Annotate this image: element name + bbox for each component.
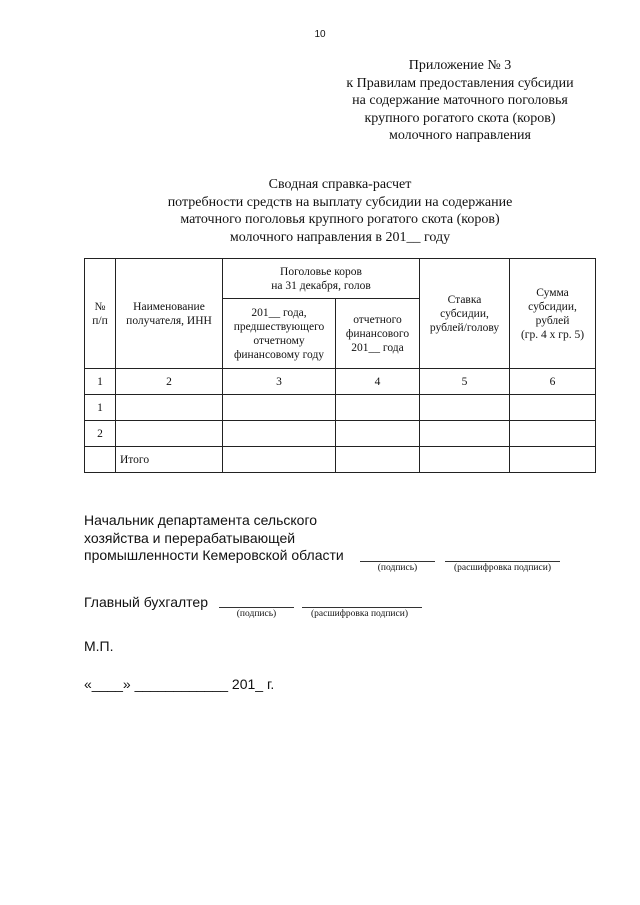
accountant-signature-line bbox=[219, 607, 294, 608]
head-title-line: хозяйства и перерабатывающей bbox=[84, 529, 296, 546]
header-text: отчетному bbox=[253, 334, 305, 347]
row-number bbox=[85, 447, 116, 473]
accountant-decoding-line bbox=[302, 607, 422, 608]
column-number: 5 bbox=[420, 369, 510, 395]
header-previous-year bbox=[223, 299, 336, 369]
column-number: 4 bbox=[336, 369, 420, 395]
head-signature-block bbox=[84, 512, 344, 565]
cell-sum bbox=[510, 395, 596, 421]
column-number: 1 bbox=[85, 369, 116, 395]
title-line: потребности средств на выплату субсидии на содержание bbox=[167, 194, 513, 210]
cell-rate bbox=[420, 447, 510, 473]
header-reporting-year bbox=[336, 299, 420, 369]
cell-sum bbox=[510, 447, 596, 473]
column-number: 6 bbox=[510, 369, 596, 395]
head-title-line: Начальник департамента сельского bbox=[84, 512, 318, 528]
table-row bbox=[85, 421, 596, 447]
header-text: получателя, ИНН bbox=[126, 314, 212, 327]
column-number: 2 bbox=[116, 369, 223, 395]
header-text: 201__ года, bbox=[251, 306, 307, 319]
date-line: «____» ____________ 201_ г. bbox=[84, 676, 275, 692]
header-text: рублей bbox=[535, 314, 570, 327]
header-text: (гр. 4 х гр. 5) bbox=[520, 328, 585, 341]
header-text: предшествующего bbox=[233, 320, 325, 333]
head-decoding-line bbox=[445, 561, 560, 562]
column-number-row bbox=[85, 369, 596, 395]
row-number: 2 bbox=[85, 421, 116, 447]
total-label: Итого bbox=[116, 447, 223, 473]
header-recipient bbox=[116, 259, 223, 369]
header-text: № bbox=[94, 300, 106, 313]
signature-hint: (подпись) bbox=[377, 563, 418, 573]
appendix-line: Приложение № 3 bbox=[408, 58, 512, 73]
cell-recipient bbox=[116, 395, 223, 421]
cell-previous-year bbox=[223, 447, 336, 473]
header-text: отчетного bbox=[353, 313, 402, 326]
header-text: субсидии, bbox=[440, 307, 489, 320]
appendix-line: на содержание маточного поголовья bbox=[352, 93, 568, 108]
appendix-line: молочного направления bbox=[388, 128, 531, 143]
signature-hint: (подпись) bbox=[236, 609, 277, 619]
decoding-hint: (расшифровка подписи) bbox=[311, 609, 408, 619]
header-text: Сумма bbox=[536, 286, 569, 299]
head-signature-line bbox=[360, 561, 435, 562]
document-title bbox=[90, 176, 590, 246]
header-sum bbox=[510, 259, 596, 369]
cell-previous-year bbox=[223, 421, 336, 447]
appendix-line: крупного рогатого скота (коров) bbox=[364, 110, 556, 126]
header-text: на 31 декабря, голов bbox=[271, 279, 371, 292]
cell-reporting-year bbox=[336, 421, 420, 447]
header-text: Поголовье коров bbox=[280, 265, 362, 278]
column-number: 3 bbox=[223, 369, 336, 395]
title-line: Сводная справка-расчет bbox=[268, 177, 412, 192]
summary-table bbox=[84, 258, 596, 473]
cell-rate bbox=[420, 421, 510, 447]
header-row bbox=[85, 259, 596, 299]
seal-label: М.П. bbox=[84, 638, 114, 654]
header-text: рублей/голову bbox=[429, 321, 500, 334]
accountant-label: Главный бухгалтер bbox=[84, 594, 208, 610]
appendix-line: к Правилам предоставления субсидии bbox=[346, 75, 574, 91]
header-text: финансового bbox=[345, 327, 410, 340]
header-text: Наименование bbox=[133, 300, 205, 313]
cell-recipient bbox=[116, 421, 223, 447]
title-line: маточного поголовья крупного рогатого скота (коров) bbox=[180, 212, 500, 227]
header-text: субсидии, bbox=[528, 300, 577, 313]
header-text: 201__ года bbox=[351, 341, 404, 354]
header-rate bbox=[420, 259, 510, 369]
cell-sum bbox=[510, 421, 596, 447]
cell-rate bbox=[420, 395, 510, 421]
cell-reporting-year bbox=[336, 395, 420, 421]
page-number: 10 bbox=[314, 29, 326, 40]
cell-reporting-year bbox=[336, 447, 420, 473]
table-row bbox=[85, 395, 596, 421]
row-number: 1 bbox=[85, 395, 116, 421]
header-text: п/п bbox=[92, 314, 108, 327]
decoding-hint: (расшифровка подписи) bbox=[454, 563, 551, 573]
total-row bbox=[85, 447, 596, 473]
header-num bbox=[85, 259, 116, 369]
head-title-line: промышленности Кемеровской области bbox=[84, 547, 344, 563]
header-text: финансовому году bbox=[233, 348, 325, 361]
title-line: молочного направления в 201__ году bbox=[229, 229, 451, 245]
header-livestock bbox=[223, 259, 420, 299]
header-text: Ставка bbox=[447, 293, 482, 306]
cell-previous-year bbox=[223, 395, 336, 421]
appendix-header bbox=[300, 57, 620, 145]
